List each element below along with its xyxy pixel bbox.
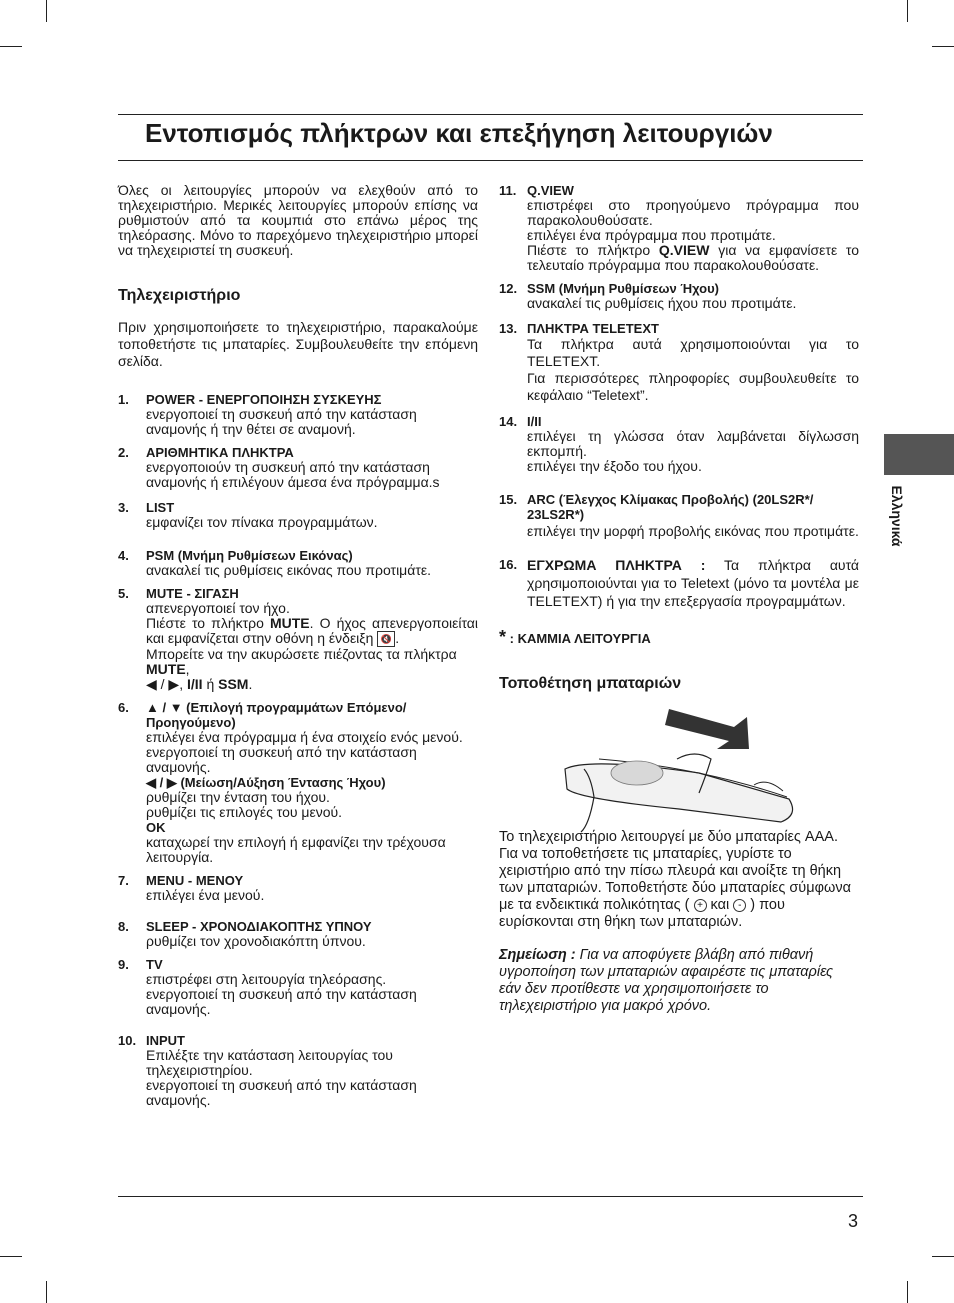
item-number: 9. (118, 957, 129, 973)
item-text: ενεργοποιεί τη συσκευή από την κατάσταση αναμονής. (146, 744, 417, 776)
crop-mark (932, 1256, 954, 1257)
item-number: 5. (118, 586, 129, 601)
item-text: ανακαλεί τις ρυθμίσεις εικόνας που προτιμάτε. (146, 562, 432, 578)
item-heading: ARC (Έλεγχος Κλίμακας Προβολής) (20LS2R*/ 23LS2R*) (527, 492, 814, 522)
item-heading: SLEEP - ΧΡΟΝΟΔΙΑΚΟΠΤΗΣ ΥΠΝΟΥ (146, 919, 372, 935)
item-heading: I/II (527, 414, 542, 429)
item-text: Πιέστε το πλήκτρο MUTE. Ο ήχος απενεργοποιείται και εμφανίζεται στην οθόνη η ένδειξη 🔇 . (146, 615, 479, 646)
item-text: επιλέγει ένα πρόγραμμα που προτιμάτε. (527, 227, 776, 243)
item-text: ΕΓΧΡΩΜΑ ΠΛΗΚΤΡΑ : Τα πλήκτρα αυτά χρησιμοποιούνται για το Teletext (μόνο τα μοντέλα με TELETEXT) ή για την επεξεργασία προγραμμάτων. (527, 557, 859, 609)
page-title: Εντοπισμός πλήκτρων και επεξήγηση λειτουργιών (145, 118, 773, 148)
item-text: επιστρέφει στο προηγούμενο πρόγραμμα που παρακολουθούσατε. (527, 197, 859, 228)
item-heading: SSM (Μνήμη Ρυθμίσεων Ήχου) (527, 281, 719, 296)
item-heading: Q.VIEW (527, 183, 574, 198)
item-text: επιλέγει ένα μενού. (146, 887, 265, 904)
item-text: ενεργοποιεί τη συσκευή από την κατάσταση αναμονής. (146, 1077, 417, 1109)
mute-speaker-icon: 🔇 (377, 631, 395, 647)
item-number: 7. (118, 873, 129, 889)
item-subheading: OK (146, 820, 166, 836)
item-number: 10. (118, 1033, 137, 1049)
item-heading: ▲ / ▼ (Επιλογή προγραμμάτων Επόμενο/Προηγούμενο) (146, 700, 407, 731)
list-item-13 (499, 321, 859, 404)
crop-mark (907, 1281, 908, 1303)
item-text: Για περισσότερες πληροφορίες συμβουλευθείτε το κεφάλαιο “Teletext”. (527, 370, 859, 403)
item-heading: PSM (Μνήμη Ρυθμίσεων Εικόνας) (146, 548, 353, 563)
intro-text: Όλες οι λειτουργίες μπορούν να ελεχθούν από το τηλεχειριστήριο. Μερικές λειτουργίες μπορούν επίσης να ρυθμιστούν από τα κουμπιά στο επάνω μέρος της τηλεόρασης. Μόνο το παρεχόμενο τηλεχειριστήριο μπορεί να τηλεχειριστεί τη συσκευή. (118, 182, 478, 258)
item-text: ενεργοποιούν τη συσκευή από την κατάσταση αναμονής ή επιλέγουν άμεσα ένα πρόγραμμα.s (146, 459, 440, 490)
star-text: : ΚΑΜΜΙΑ ΛΕΙΤΟΥΡΓΙΑ (509, 631, 651, 646)
item-text: επιλέγει ένα πρόγραμμα ή ένα στοιχείο ενός μενού. (146, 729, 463, 746)
item-heading: ΑΡΙΘΜΗΤΙΚΑ ΠΛΗΚΤΡΑ (146, 445, 294, 460)
language-tab (884, 434, 954, 475)
crop-mark (907, 0, 908, 22)
item-text: απενεργοποιεί τον ήχο. (146, 600, 290, 616)
no-function-note (499, 627, 859, 647)
list-item-1 (118, 392, 478, 437)
item-heading: POWER - ΕΝΕΡΓΟΠΟΙΗΣΗ ΣΥΣΚΕΥΗΣ (146, 392, 382, 407)
crop-mark (0, 46, 22, 47)
battery-heading: Τοποθέτηση μπαταριών (499, 675, 682, 692)
item-text: επιλέγει τη γλώσσα όταν λαμβάνεται δίγλωσση εκπομπή. (527, 428, 859, 459)
list-item-14 (499, 414, 859, 474)
battery-text: Το τηλεχειριστήριο λειτουργεί με δύο μπαταρίες AAA. Για να τοποθετήσετε τις μπαταρίες, γυρίστε το χειριστήριο από την πίσω πλευρά και ανοίξτε τη θήκη των μπαταριών. Τοποθετήστε δύο μπαταρίες σύμφωνα με τα ενδεικτικά πολικότητας ( + και - ) που ευρίσκονται στη θήκη των μπαταριών. (499, 829, 851, 930)
item-text: ρυθμίζει τις επιλογές του μενού. (146, 804, 343, 821)
item-heading: MENU - ΜΕΝΟΥ (146, 873, 244, 889)
item-heading: LIST (146, 500, 175, 515)
list-item-10 (118, 1033, 478, 1108)
list-item-2 (118, 445, 478, 490)
item-text: Επιλέξτε την κατάσταση λειτουργίας του τηλεχειριστηρίου. (146, 1047, 393, 1079)
list-item-6 (118, 700, 478, 865)
list-item-12 (499, 281, 859, 311)
item-text: εμφανίζει τον πίνακα προγραμμάτων. (146, 514, 378, 530)
item-subheading: ◀ / ▶ (Μείωση/Αύξηση Έντασης Ήχου) (146, 775, 386, 791)
item-number: 1. (118, 392, 129, 407)
crop-mark (46, 0, 47, 22)
item-number: 12. (499, 281, 518, 296)
item-text: ανακαλεί τις ρυθμίσεις ήχου που προτιμάτε. (527, 295, 797, 311)
item-text: Πιέστε το πλήκτρο Q.VIEW για να εμφανίσετε το τελευταίο πρόγραμμα που παρακολουθούσατε. (527, 242, 860, 273)
note: Σημείωση : Για να αποφύγετε βλάβη από πιθανή υγροποίηση των μπαταριών αφαιρέστε τις μπαταρίες εάν δεν προτίθεστε να χρησιμοποιήσετε το τηλεχειριστήριο για μακρό χρόνο. (499, 947, 834, 1014)
list-item-9 (118, 957, 478, 1017)
list-item-16 (499, 556, 859, 610)
item-text: επιλέγει την έξοδο του ήχου. (527, 458, 702, 474)
item-heading: MUTE - ΣΙΓΑΣΗ (146, 586, 239, 601)
remote-text: Πριν χρησιμοποιήσετε το τηλεχειριστήριο, παρακαλούμε τοποθετήστε τις μπαταρίες. Συμβουλευθείτε την επόμενη σελίδα. (118, 319, 478, 369)
item-text: ρυθμίζει την ένταση του ήχου. (146, 789, 330, 806)
crop-mark (46, 1281, 47, 1303)
item-heading: INPUT (146, 1033, 185, 1049)
page-number: 3 (847, 1211, 858, 1231)
remote-heading: Τηλεχειριστήριο (118, 287, 241, 304)
list-item-7 (118, 873, 478, 903)
item-number: 8. (118, 919, 129, 935)
item-number: 16. (499, 557, 518, 572)
remote-illustration (499, 697, 859, 837)
language-label: Ελληνικά (889, 485, 905, 547)
crop-mark (932, 46, 954, 47)
item-heading: ΠΛΗΚΤΡΑ TELETEXT (527, 321, 659, 336)
item-text: ενεργοποιεί τη συσκευή από την κατάσταση αναμονής. (146, 986, 417, 1018)
list-item-8 (118, 919, 478, 949)
left-column (118, 183, 478, 1108)
minus-icon: - (733, 899, 746, 912)
item-text: επιστρέφει στη λειτουργία τηλεόρασης. (146, 971, 387, 988)
star-mark: * (499, 627, 507, 647)
item-number: 13. (499, 321, 518, 336)
item-text: ενεργοποιεί τη συσκευή από την κατάσταση αναμονής ή την θέτει σε αναμονή. (146, 406, 417, 437)
item-heading: TV (146, 957, 163, 973)
item-text: επιλέγει την μορφή προβολής εικόνας που προτιμάτε. (527, 523, 859, 539)
item-number: 2. (118, 445, 129, 460)
list-item-3 (118, 500, 478, 530)
item-number: 6. (118, 700, 129, 716)
top-rule (118, 114, 863, 115)
right-column (499, 183, 859, 1015)
item-number: 3. (118, 500, 129, 515)
item-text: ρυθμίζει τον χρονοδιακόπτη ύπνου. (146, 933, 366, 950)
item-text: καταχωρεί την επιλογή ή εμφανίζει την τρέχουσα λειτουργία. (146, 834, 446, 866)
crop-mark (0, 1256, 22, 1257)
list-item-15 (499, 492, 859, 540)
item-number: 4. (118, 548, 129, 563)
item-number: 11. (499, 183, 517, 198)
plus-icon: + (694, 899, 707, 912)
item-number: 14. (499, 414, 518, 429)
item-number: 15. (499, 492, 518, 507)
list-item-5 (118, 586, 478, 692)
list-item-4 (118, 548, 478, 578)
bottom-rule (118, 1196, 863, 1197)
item-text: Μπορείτε να την ακυρώσετε πιέζοντας τα πλήκτρα MUTE, ◀ / ▶, I/II ή SSM. (146, 646, 457, 693)
item-text: Τα πλήκτρα αυτά χρησιμοποιούνται για το TELETEXT. (527, 336, 859, 369)
list-item-11 (499, 183, 859, 273)
title-rule (118, 160, 863, 161)
arrow-icon (665, 709, 749, 749)
